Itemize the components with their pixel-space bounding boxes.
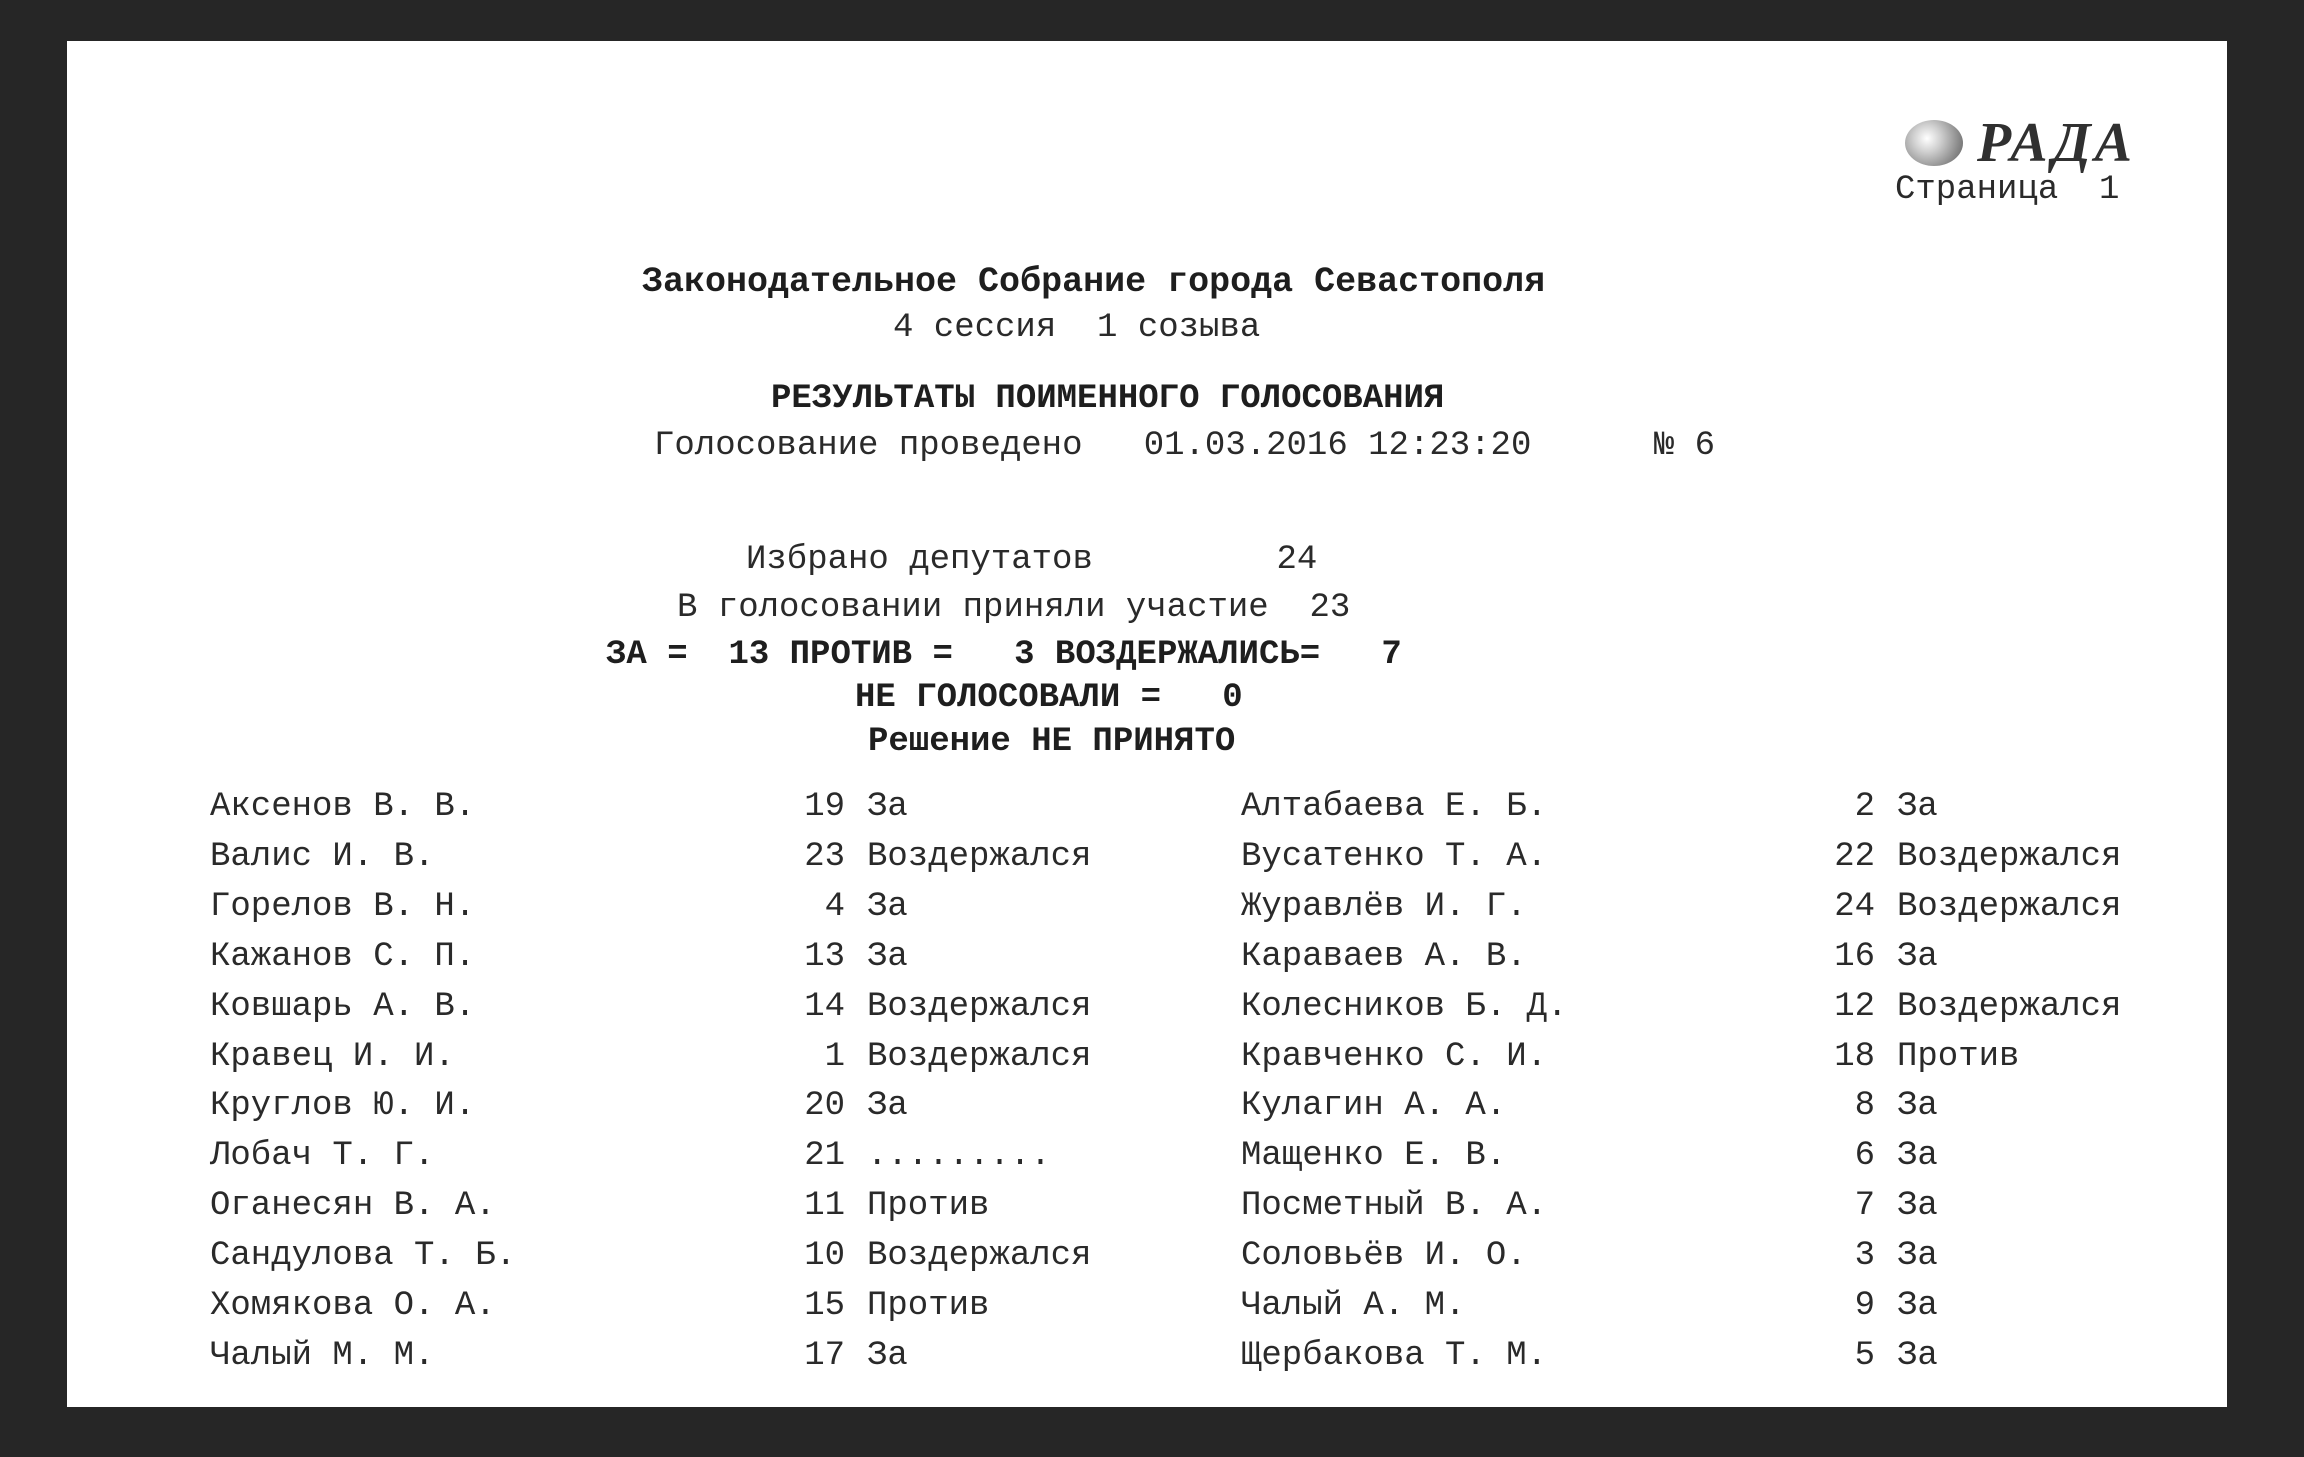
deputy-vote: За [1897,937,1938,976]
deputy-seat-number: 23 [804,837,845,876]
deputy-vote: Воздержался [867,1037,1092,1076]
deputy-name: Чалый М. М. [210,1336,435,1375]
deputy-seat-number: 14 [804,987,845,1026]
deputy-vote: Воздержался [867,837,1092,876]
deputy-seat-number: 11 [804,1187,845,1226]
deputy-seat-number: 16 [1834,937,1875,976]
deputy-name: Караваев А. В. [1241,937,1527,976]
for-value: 13 [728,636,770,674]
abstained-label: ВОЗДЕРЖАЛИСЬ= [1054,636,1321,674]
document-title: РЕЗУЛЬТАТЫ ПОИМЕННОГО ГОЛОСОВАНИЯ [771,380,1445,418]
deputy-name: Чалый А. М. [1241,1287,1466,1325]
deputy-seat-number: 10 [804,1237,845,1276]
deputy-name: Горелов В. Н. [210,887,476,926]
page-indicator [1895,173,2119,207]
deputy-vote: За [1897,1237,1938,1276]
deputy-row [67,1037,2227,1077]
deputy-name: Кажанов С. П. [210,937,476,976]
deputy-vote: За [1897,1187,1938,1226]
deputy-name: Круглов Ю. И. [210,1087,476,1126]
deputy-vote: Воздержался [1897,887,2122,926]
deputy-name: Кравец И. И. [210,1037,455,1076]
deputy-name: Щербакова Т. М. [1241,1336,1548,1375]
deputy-vote: За [867,788,908,826]
deputy-vote: За [1897,1336,1938,1375]
deputy-row [67,987,2227,1027]
elected-value: 24 [1276,541,1318,579]
deputy-vote: Против [867,1187,990,1226]
deputy-seat-number: 15 [804,1287,845,1325]
deputy-row [67,837,2227,877]
deputy-row [67,937,2227,977]
deputy-row [67,787,2227,827]
vote-number: № 6 [1653,427,1716,465]
deputy-seat-number: 12 [1834,987,1875,1026]
deputy-name: Аксенов В. В. [210,788,476,826]
vote-datetime: 01.03.2016 12:23:20 [1143,427,1532,465]
for-label: ЗА = [606,636,688,674]
deputy-name: Алтабаева Е. Б. [1241,788,1548,826]
against-label: ПРОТИВ = [789,636,953,674]
deputy-name: Хомякова О. А. [210,1287,496,1325]
deputy-name: Мащенко Е. В. [1241,1137,1507,1176]
deputy-row [67,1136,2227,1176]
rada-logo [1905,113,2136,173]
deputy-vote: За [1897,788,1938,826]
deputy-vote: За [1897,1287,1938,1325]
deputy-name: Кулагин А. А. [1241,1087,1507,1126]
deputy-vote: За [867,1087,908,1126]
deputy-name: Журавлёв И. Г. [1241,887,1527,926]
deputy-row [67,1186,2227,1226]
deputy-seat-number: 7 [1854,1187,1875,1226]
participated-label: В голосовании приняли участие [677,589,1269,627]
not-voted-label: НЕ ГОЛОСОВАЛИ = [855,679,1162,717]
deputy-name: Валис И. В. [210,837,435,876]
deputy-row [67,1086,2227,1126]
deputy-seat-number: 9 [1854,1287,1875,1325]
page-label: Страница [1895,171,2059,209]
deputy-seat-number: 3 [1854,1237,1875,1276]
deputy-seat-number: 17 [804,1336,845,1375]
deputy-vote: За [867,937,908,976]
not-voted-value: 0 [1222,679,1243,717]
deputy-name: Соловьёв И. О. [1241,1237,1527,1276]
deputy-vote: За [1897,1087,1938,1126]
deputy-seat-number: 6 [1854,1137,1875,1176]
participated-line [677,591,1350,625]
against-value: 3 [1014,636,1035,674]
deputy-name: Вусатенко Т. А. [1241,837,1548,876]
deputy-seat-number: 1 [824,1037,845,1076]
deputy-vote: За [1897,1137,1938,1176]
document-page [67,41,2227,1407]
session-line: 4 сессия 1 созыва [893,309,1261,347]
deputy-row [67,1336,2227,1376]
deputy-vote: Воздержался [867,987,1092,1026]
participated-value: 23 [1309,589,1351,627]
deputy-seat-number: 13 [804,937,845,976]
deputy-row [67,1236,2227,1276]
vote-held-line [654,429,1715,463]
deputy-vote: За [867,887,908,926]
decision-line: Решение НЕ ПРИНЯТО [868,723,1236,761]
vote-totals-line [606,638,1402,672]
page-number: 1 [2099,171,2120,209]
deputy-vote: ......... [867,1137,1051,1176]
deputy-name: Колесников Б. Д. [1241,987,1568,1026]
deputy-row [67,887,2227,927]
deputy-vote: Против [867,1287,990,1325]
deputy-seat-number: 24 [1834,887,1875,926]
deputy-seat-number: 20 [804,1087,845,1126]
deputy-seat-number: 5 [1854,1336,1875,1375]
deputy-name: Кравченко С. И. [1241,1037,1548,1076]
deputy-seat-number: 8 [1854,1087,1875,1126]
deputy-name: Лобач Т. Г. [210,1137,435,1176]
globe-icon [1905,120,1963,166]
elected-label: Избрано депутатов [746,541,1093,579]
deputy-name: Сандулова Т. Б. [210,1237,517,1276]
deputy-vote: Против [1897,1037,2020,1076]
deputy-seat-number: 2 [1854,788,1875,826]
deputy-seat-number: 21 [804,1137,845,1176]
not-voted-line [855,681,1243,715]
deputy-seat-number: 4 [824,887,845,926]
deputy-vote: Воздержался [1897,987,2122,1026]
deputy-vote: Воздержался [1897,837,2122,876]
organization-title: Законодательное Собрание города Севастополя [642,262,1546,302]
deputy-name: Посметный В. А. [1241,1187,1548,1226]
vote-held-label: Голосование проведено [654,427,1083,465]
elected-line [746,543,1317,577]
logo-text: РАДА [1977,112,2137,174]
deputy-seat-number: 19 [804,788,845,826]
deputy-seat-number: 22 [1834,837,1875,876]
deputy-name: Оганесян В. А. [210,1187,496,1226]
deputy-vote: За [867,1336,908,1375]
abstained-value: 7 [1381,636,1402,674]
deputy-seat-number: 18 [1834,1037,1875,1076]
deputy-name: Ковшарь А. В. [210,987,476,1026]
deputy-vote: Воздержался [867,1237,1092,1276]
deputy-row [67,1286,2227,1326]
